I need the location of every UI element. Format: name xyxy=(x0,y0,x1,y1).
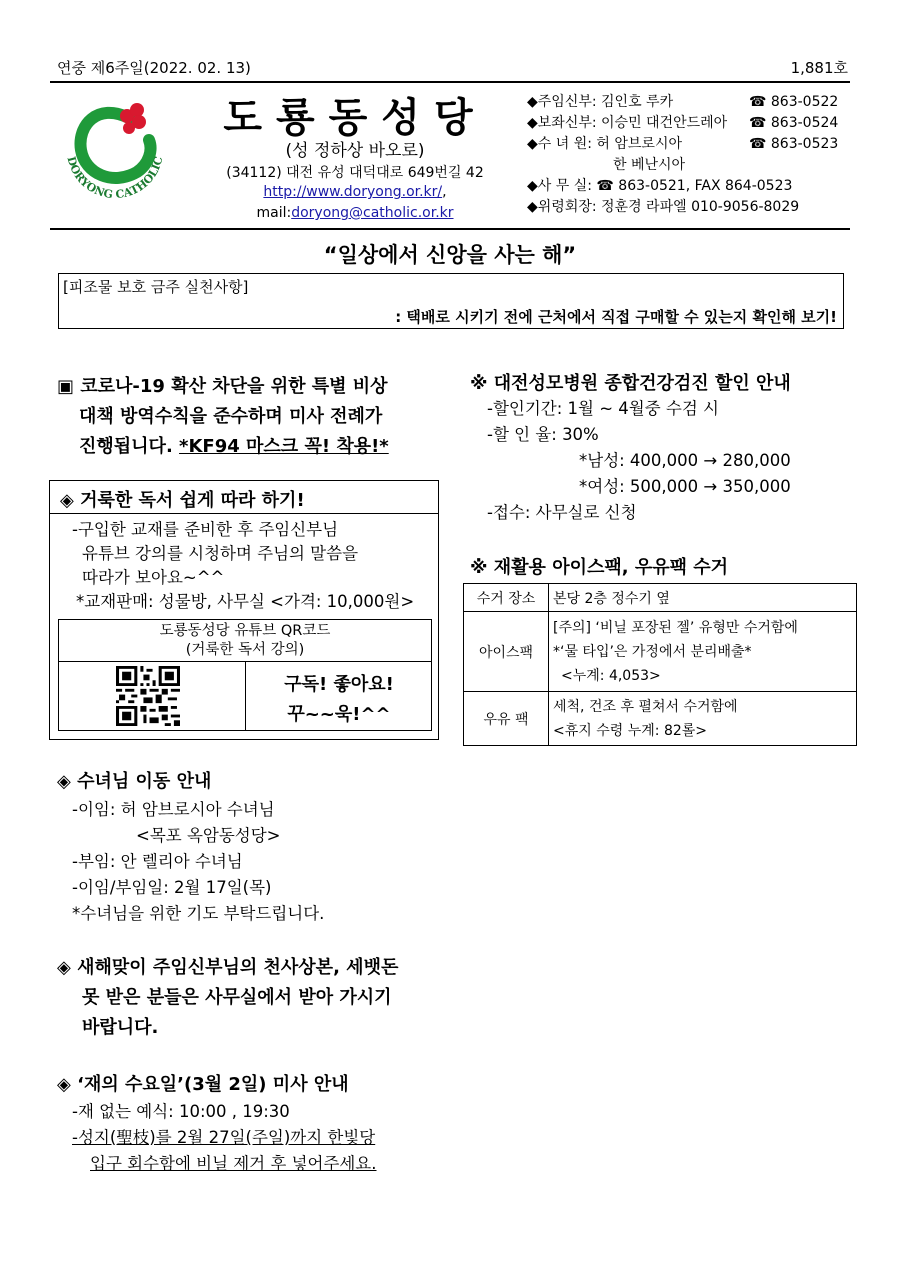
covid-line-text: 진행됩니다. xyxy=(79,436,180,457)
ash-title: ◈ ‘재의 수요일’(3월 2일) 미사 안내 xyxy=(57,1074,349,1095)
recycle-row-content: 본당 2층 정수기 옆 xyxy=(549,584,857,612)
hospital-line: -접수: 사무실로 신청 xyxy=(487,503,637,522)
contact-phone: ☎ 863-0523 xyxy=(749,136,839,152)
issue-number: 1,881호 xyxy=(790,59,848,77)
contact-label: ◆수 녀 원: 허 암브로시아 xyxy=(527,136,682,152)
sisters-line: -이임/부임일: 2월 17일(목) xyxy=(72,878,272,897)
covid-line xyxy=(57,432,389,462)
creation-care-title: [피조물 보호 금주 실천사항] xyxy=(63,278,249,296)
qr-caption-line: (거룩한 독서 강의) xyxy=(185,642,305,658)
masthead-divider xyxy=(50,228,850,230)
top-divider xyxy=(50,81,850,83)
recycle-row xyxy=(464,612,857,692)
hospital-line: -할 인 율: 30% xyxy=(487,425,599,444)
sisters-line: <목포 옥암동성당> xyxy=(136,826,281,845)
creation-care-box xyxy=(58,273,844,329)
contact-label: ◆주임신부: 김인호 루카 xyxy=(527,94,674,110)
hospital-body xyxy=(487,396,791,526)
website-link[interactable]: http://www.doryong.or.kr/ xyxy=(263,184,443,200)
contact-label: ◆위령회장: 정훈경 라파엘 010-9056-8029 xyxy=(527,199,800,215)
hospital-line: *남성: 400,000 → 280,000 xyxy=(579,451,791,470)
patron-saint: (성 정하상 바오로) xyxy=(285,141,425,161)
recycle-line: 세척, 건조 후 펼쳐서 수거함에 xyxy=(553,698,738,715)
covid-line: 대책 방역수칙을 준수하며 미사 전례가 xyxy=(79,406,383,427)
week-label: 연중 제6주일(2022. 02. 13) xyxy=(57,59,251,77)
subscribe-line: 구독! 좋아요! xyxy=(284,674,394,695)
lectio-title: ◈ 거룩한 독서 쉽게 따라 하기! xyxy=(50,481,438,514)
hospital-title: ※ 대전성모병원 종합건강검진 할인 안내 xyxy=(470,373,791,394)
creation-care-text: : 택배로 시키기 전에 근처에서 직접 구매할 수 있는지 확인해 보기! xyxy=(395,308,837,326)
newyear-line: 바랍니다. xyxy=(82,1017,159,1038)
recycle-table xyxy=(463,583,857,746)
email-link[interactable]: doryong@catholic.or.kr xyxy=(291,205,454,221)
contact-row xyxy=(527,92,852,113)
recycle-line: <누계: 4,053> xyxy=(561,667,661,684)
contact-label: ◆보좌신부: 이승민 대건안드레아 xyxy=(527,115,728,131)
lectio-line: *교재판매: 성물방, 사무실 <가격: 10,000원> xyxy=(76,592,415,611)
contact-list xyxy=(527,92,852,218)
subscribe-text xyxy=(246,670,432,730)
recycle-row xyxy=(464,692,857,746)
contact-row xyxy=(527,155,852,176)
qr-caption xyxy=(59,620,431,662)
logo-text: DORYONG CATHOLIC xyxy=(64,155,166,202)
contact-label: ◆사 무 실: ☎ 863-0521, FAX 864-0523 xyxy=(527,178,793,194)
recycle-row-label: 아이스팩 xyxy=(464,612,549,692)
sisters-line: -이임: 허 암브로시아 수녀님 xyxy=(72,800,275,819)
covid-notice xyxy=(57,372,389,462)
sisters-line: -부임: 안 렐리아 수녀님 xyxy=(72,852,243,871)
contact-row xyxy=(527,197,852,218)
recycle-line: *‘물 타입’은 가정에서 분리배출* xyxy=(553,643,752,660)
lectio-box xyxy=(49,480,439,740)
qr-table xyxy=(58,619,432,731)
ash-line: -성지(聖枝)를 2월 27일(주일)까지 한빛당 xyxy=(72,1128,376,1147)
ash-line: 입구 회수함에 비닐 제거 후 넣어주세요. xyxy=(90,1154,377,1173)
hospital-line: -할인기간: 1월 ~ 4월중 수검 시 xyxy=(487,399,719,418)
parish-logo xyxy=(55,88,175,208)
recycle-row-label: 우유 팩 xyxy=(464,692,549,746)
lectio-body xyxy=(72,518,414,614)
recycle-row-content xyxy=(549,612,857,692)
email-label: mail: xyxy=(256,205,292,221)
lectio-line: -구입한 교재를 준비한 후 주임신부님 xyxy=(72,520,339,539)
newyear-line: ◈ 새해맞이 주임신부님의 천사상본, 세뱃돈 xyxy=(57,957,399,978)
contact-label: 한 베난시아 xyxy=(613,157,686,173)
recycle-row-label: 수거 장소 xyxy=(464,584,549,612)
recycle-title: ※ 재활용 아이스팩, 우유팩 수거 xyxy=(470,557,729,578)
year-theme: “일상에서 신앙을 사는 해” xyxy=(323,243,577,267)
subscribe-line: 꾸~~욱!^^ xyxy=(287,704,391,725)
contact-row xyxy=(527,113,852,134)
ash-body xyxy=(72,1099,377,1177)
qr-caption-line: 도룡동성당 유튜브 QR코드 xyxy=(159,623,331,639)
covid-line: ▣ 코로나-19 확산 차단을 위한 특별 비상 xyxy=(57,376,388,397)
email-line xyxy=(195,205,515,221)
website-line xyxy=(195,184,515,200)
qr-code-image[interactable] xyxy=(116,666,180,726)
recycle-row xyxy=(464,584,857,612)
lectio-line: 따라가 보아요~^^ xyxy=(82,568,225,587)
website-suffix: , xyxy=(442,184,447,200)
recycle-line: <휴지 수령 누계: 82롤> xyxy=(553,722,708,739)
address: (34112) 대전 유성 대덕대로 649번길 42 xyxy=(226,165,484,181)
contact-phone: ☎ 863-0524 xyxy=(749,115,839,131)
sisters-body xyxy=(72,797,324,927)
hospital-line: *여성: 500,000 → 350,000 xyxy=(579,477,791,496)
contact-row xyxy=(527,134,852,155)
lectio-line: 유튜브 강의를 시청하며 주님의 말씀을 xyxy=(82,544,359,563)
ash-line: -재 없는 예식: 10:00 , 19:30 xyxy=(72,1102,290,1121)
recycle-row-content xyxy=(549,692,857,746)
newyear-line: 못 받은 분들은 사무실에서 받아 가시기 xyxy=(82,987,392,1008)
recycle-line: [주의] ‘비닐 포장된 젤’ 유형만 수거함에 xyxy=(553,619,798,636)
parish-name: 도룡동성당 xyxy=(223,95,487,141)
contact-row xyxy=(527,176,852,197)
contact-phone: ☎ 863-0522 xyxy=(749,94,839,110)
mask-notice: *KF94 마스크 꼭! 착용!* xyxy=(179,436,389,457)
newyear-notice xyxy=(57,953,398,1043)
sisters-title: ◈ 수녀님 이동 안내 xyxy=(57,771,212,792)
sisters-line: *수녀님을 위한 기도 부탁드립니다. xyxy=(72,904,325,923)
